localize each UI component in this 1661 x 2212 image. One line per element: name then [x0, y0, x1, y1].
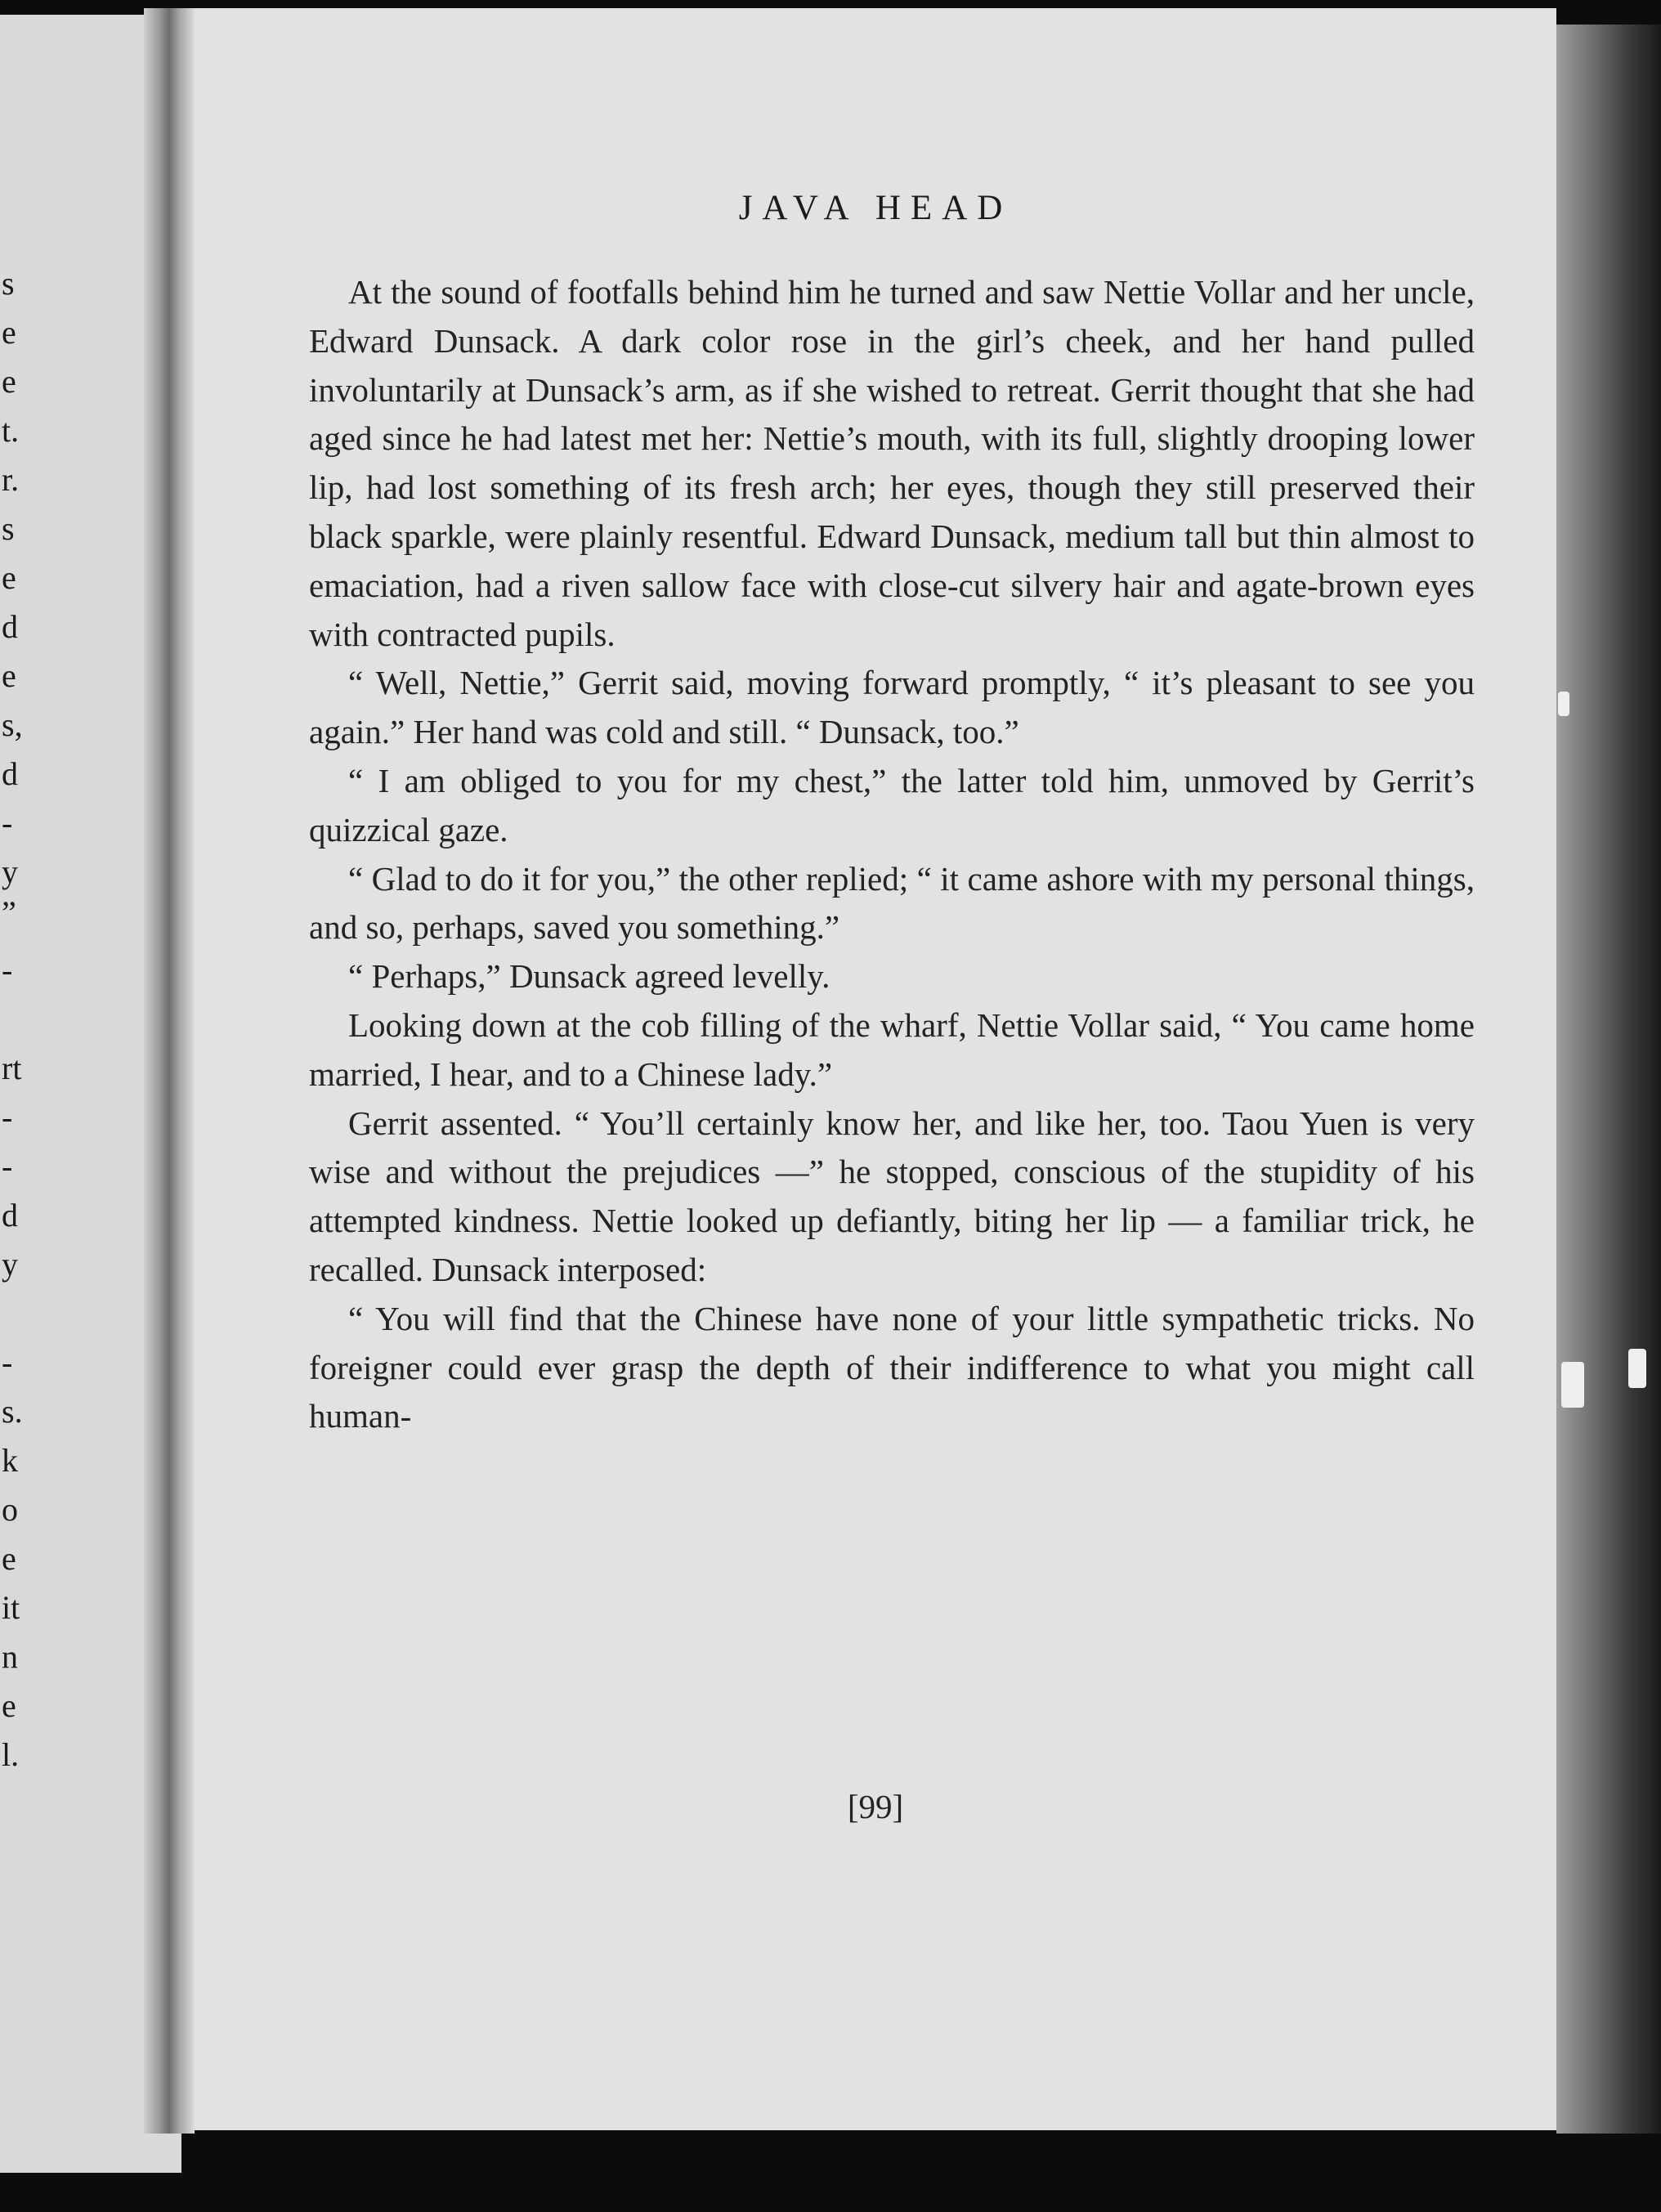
left-page-fragment: d [2, 608, 18, 645]
left-page-fragment: - [2, 804, 13, 841]
book-page [195, 8, 1556, 2130]
left-page-fragment: o [2, 1491, 18, 1528]
paper-flaw [1628, 1349, 1646, 1388]
left-page-fragment: ” [2, 894, 16, 931]
paragraph: “ Perhaps,” Dunsack agreed levelly. [348, 957, 830, 996]
paragraph: “ Well, Nettie,” Gerrit said, moving forward promptly, “ it’s pleasant to see you again.” Her hand was cold and still. “ Dunsack, too.” [309, 664, 1475, 751]
left-page-fragment: e [2, 1687, 16, 1724]
paragraph: “ You will find that the Chinese have none of your little sympathetic tricks. No foreigner could ever grasp the depth of their indifference to what you might call human- [309, 1299, 1475, 1435]
paragraph: Looking down at the cob filling of the wharf, Nettie Vollar said, “ You came home married, I hear, and to a Chinese lady.” [309, 1005, 1475, 1093]
body-text [309, 268, 1475, 1441]
paragraph: Gerrit assented. “ You’ll certainly know her, and like her, too. Taou Yuen is very wise and without the prejudices —” he stopped, conscious of the stupidity of his attempted kindness. Nettie looked up defiantly, biting her lip — a familiar trick, he recalled. Dunsack interposed: [309, 1104, 1475, 1288]
left-page-fragment: - [2, 1344, 13, 1381]
left-page-fragment: r. [2, 461, 20, 498]
left-page-text-fragments [0, 15, 33, 2173]
left-page-fragment: y [2, 853, 18, 890]
left-page-fragment: it [2, 1589, 20, 1626]
left-page-fragment: e [2, 363, 16, 400]
paper-flaw [1561, 1362, 1584, 1408]
paragraph: “ Glad to do it for you,” the other replied; “ it came ashore with my personal things, and so, perhaps, saved you something.” [309, 859, 1475, 947]
page-stack-edge [1556, 25, 1661, 2134]
left-page-fragment: t. [2, 412, 20, 449]
left-page-fragment: y [2, 1246, 18, 1283]
page-number: [99] [847, 1788, 904, 1825]
left-page-fragment: s, [2, 706, 23, 743]
running-head: JAVA HEAD [738, 189, 1013, 227]
left-page-fragment: s [2, 265, 15, 302]
left-page-fragment: e [2, 559, 16, 596]
left-page-fragment: e [2, 314, 16, 351]
left-page-fragment: d [2, 755, 18, 792]
left-page-fragment: k [2, 1442, 18, 1479]
paragraph: At the sound of footfalls behind him he turned and saw Nettie Vollar and her uncle, Edward Dunsack. A dark color rose in the girl’s cheek, and her hand pulled involuntarily at Dunsack’s arm, as if she wished to retreat. Gerrit thought that she had aged since he had latest met her: Nettie’s mouth, with its full, slightly drooping lower lip, had lost something of its fresh arch; her eyes, though they still preserved their black sparkle, were plainly resentful. Edward Dunsack, medium tall but thin almost to emaciation, had a riven sallow face with close-cut silvery hair and agate-brown eyes with contracted pupils. [309, 273, 1475, 653]
book-gutter [144, 8, 195, 2134]
left-page-fragment: s. [2, 1393, 23, 1430]
left-page-fragment: e [2, 1540, 16, 1577]
left-page-fragment: l. [2, 1736, 20, 1773]
left-page-fragment: n [2, 1638, 18, 1675]
left-page-fragment: - [2, 952, 13, 988]
left-page-fragment: d [2, 1197, 18, 1234]
left-page-fragment: rt [2, 1050, 22, 1086]
paragraph: “ I am obliged to you for my chest,” the latter told him, unmoved by Gerrit’s quizzical gaze. [309, 761, 1475, 849]
paper-flaw [1558, 692, 1569, 716]
left-page-fragment: e [2, 657, 16, 694]
left-page-fragment: - [2, 1099, 13, 1135]
left-page-fragment: s [2, 510, 15, 547]
left-page-fragment: - [2, 1148, 13, 1184]
